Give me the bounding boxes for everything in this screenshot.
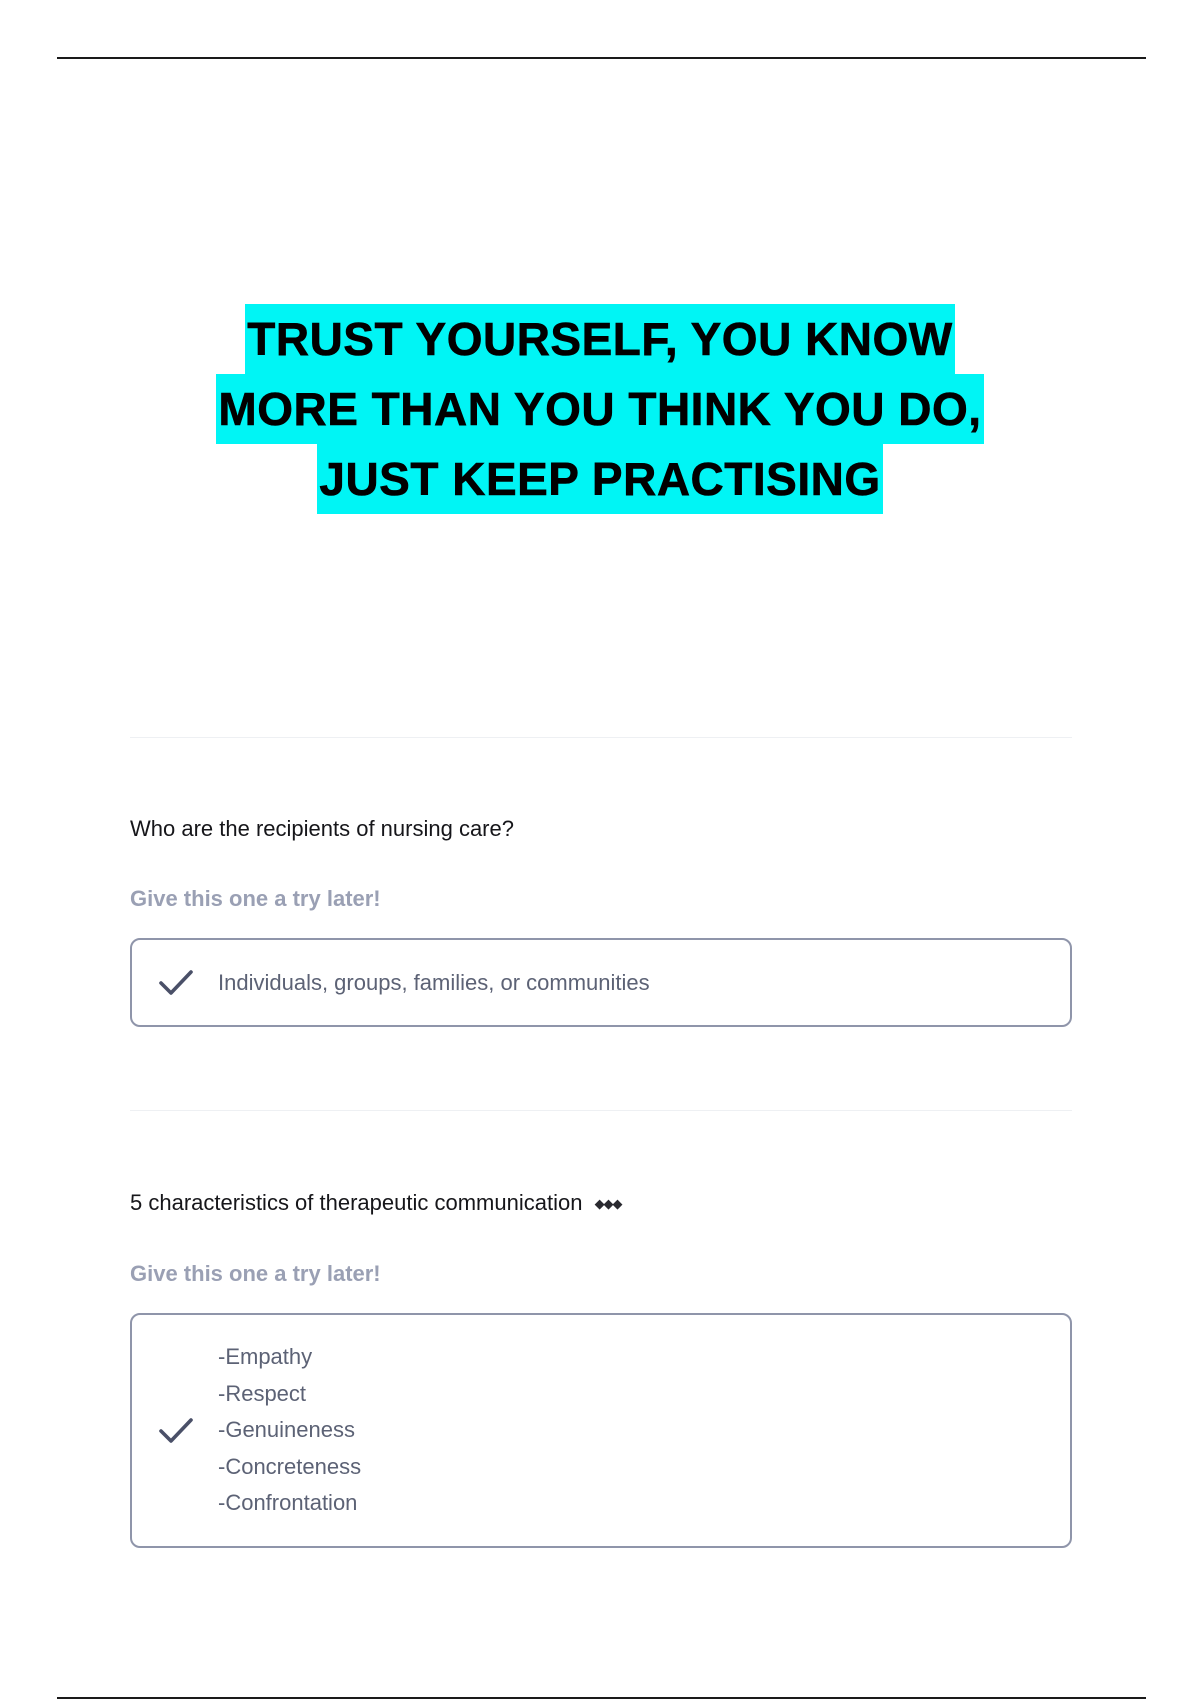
flashcard	[130, 1186, 1072, 1548]
question-text	[130, 1186, 1072, 1221]
page-top-rule	[57, 57, 1146, 59]
section-divider	[130, 1110, 1072, 1111]
answer-list-item: -Respect	[218, 1380, 307, 1406]
hint-text: Give this one a try later!	[130, 1261, 381, 1287]
page-bottom-rule	[57, 1697, 1146, 1699]
motivational-headline	[120, 304, 1080, 514]
flashcard	[130, 812, 1072, 1027]
answer-list-item: -Genuineness	[218, 1417, 355, 1443]
headline-line-2: MORE THAN YOU THINK YOU DO,	[216, 374, 983, 444]
answer-box[interactable]	[130, 938, 1072, 1027]
more-icon[interactable]: ◆◆◆	[594, 1196, 622, 1212]
answer-text: Individuals, groups, families, or communities	[218, 969, 650, 995]
section-divider	[130, 737, 1072, 738]
question-label: 5 characteristics of therapeutic communication	[130, 1190, 583, 1215]
answer-list	[218, 1339, 361, 1522]
answer-list-item: -Confrontation	[218, 1490, 358, 1516]
answer-list-item: -Concreteness	[218, 1453, 362, 1479]
answer-box[interactable]	[130, 1313, 1072, 1548]
hint-text: Give this one a try later!	[130, 886, 381, 911]
check-icon	[158, 1416, 194, 1446]
check-icon	[158, 968, 194, 998]
headline-line-1: TRUST YOURSELF, YOU KNOW	[245, 304, 954, 374]
question-text: Who are the recipients of nursing care?	[130, 816, 514, 841]
headline-line-3: JUST KEEP PRACTISING	[317, 444, 882, 514]
answer-list-item: -Empathy	[218, 1344, 313, 1370]
